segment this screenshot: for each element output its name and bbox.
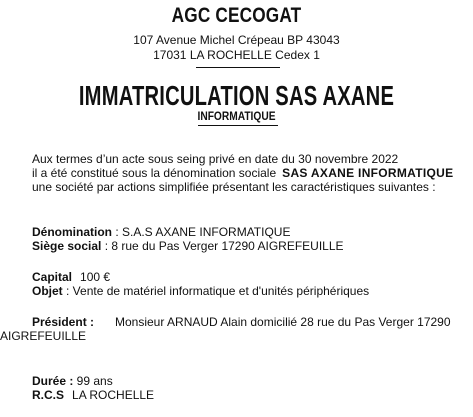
siege-label: Siège social [32,239,102,253]
siege-value: : 8 rue du Pas Verger 17290 AIGREFEUILLE [101,239,344,253]
duree-label: Durée : [32,374,74,388]
notice-title: IMMATRICULATION SAS AXANE [78,80,395,111]
denomination-row [32,225,290,239]
denomination-value: : S.A.S AXANE INFORMATIQUE [112,225,291,239]
rcs-value: LA ROCHELLE [72,388,155,402]
intro-line-1: Aux termes d’un acte sous seing privé en date du 30 novembre 2022 [32,152,399,166]
objet-value: : Vente de matériel informatique et d'unités périphériques [62,284,370,298]
siege-row [32,239,344,253]
intro-line-2 [32,166,453,180]
capital-value: 100 € [80,270,111,284]
capital-label: Capital [32,270,73,284]
notice-subtitle: INFORMATIQUE [197,109,276,123]
president-value-line2: AIGREFEUILLE [0,329,87,343]
title-divider [198,125,278,126]
objet-row [32,284,369,298]
duree-value: 99 ans [73,374,113,388]
company-address-line1: 107 Avenue Michel Crépeau BP 43043 [133,33,340,47]
president-value-line1: Monsieur ARNAUD Alain domicilié 28 rue du Pas Verger 17290 [115,315,451,329]
header-divider [196,67,280,68]
president-row [32,315,472,329]
intro-line-2-prefix: il a été constitué sous la dénomination sociale [32,166,277,180]
duree-row [32,374,113,388]
company-name: AGC CECOGAT [171,4,302,27]
capital-row [32,270,110,284]
denomination-label: Dénomination [32,225,112,239]
president-label: Président : [32,315,95,329]
intro-line-3: une société par actions simplifiée présentant les caractéristiques suivantes : [32,180,436,194]
company-address-line2: 17031 LA ROCHELLE Cedex 1 [153,48,320,62]
company-denomination-highlight: SAS AXANE INFORMATIQUE [282,166,454,180]
rcs-row [32,388,154,402]
objet-label: Objet [32,284,63,298]
rcs-label: R.C.S [32,388,65,402]
